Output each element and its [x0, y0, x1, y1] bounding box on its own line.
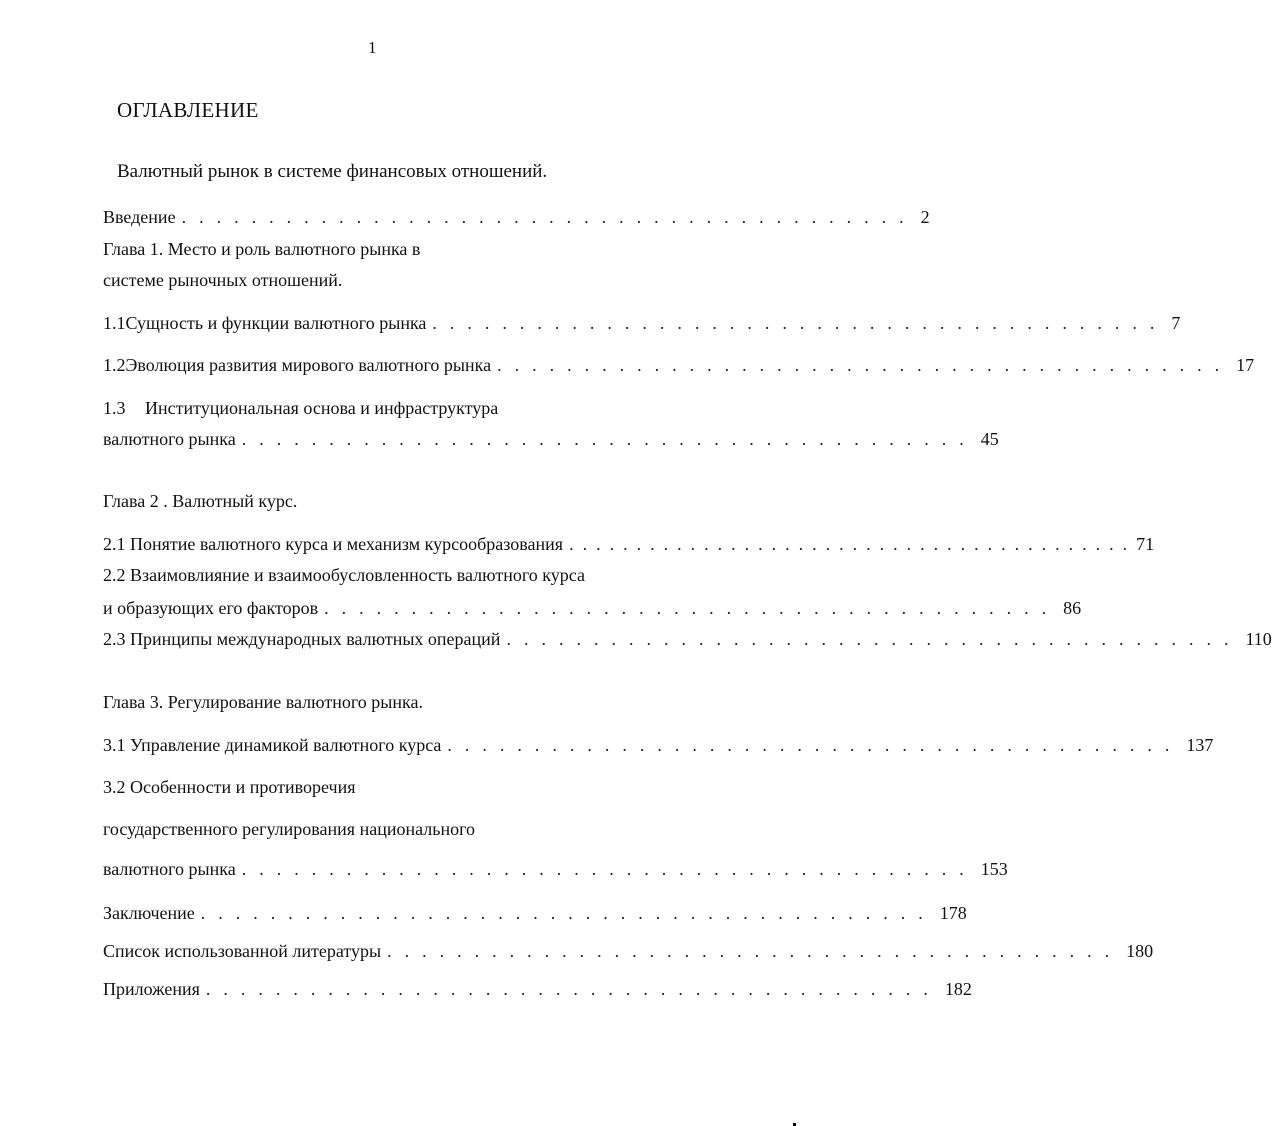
toc-entry-page: 153	[980, 859, 1008, 879]
toc-entry-page: 182	[944, 979, 972, 999]
toc-entry-label: Список использованной литературы	[103, 941, 382, 961]
toc-entry-2-2-line1: 2.2 Взаимовлияние и взаимообусловленность валютного курса	[103, 565, 585, 585]
toc-entry-label-cont: валютного рынка	[103, 859, 236, 879]
toc-entry-page: 110	[1245, 629, 1272, 649]
toc-entry-appendices	[103, 978, 972, 1000]
toc-entry-label: 2.3 Принципы международных валютных операций	[103, 629, 501, 649]
page-number: 1	[368, 38, 377, 57]
toc-entry-label: Приложения	[103, 979, 200, 999]
leader-dots: ..........................................	[181, 207, 917, 227]
toc-entry-bibliography	[103, 940, 1154, 962]
leader-dots: ..........................................	[506, 629, 1242, 649]
toc-entry-number: 1.1	[103, 313, 126, 333]
toc-entry-1-3	[103, 428, 999, 450]
toc-entry-page: 180	[1126, 941, 1154, 961]
toc-entry-1-3-line1	[103, 397, 498, 419]
leader-dots: ..........................................	[324, 598, 1060, 618]
leader-dots: ..........................................	[497, 355, 1233, 375]
toc-entry-label: 2.1 Понятие валютного курса и механизм курсообразования	[103, 534, 564, 554]
toc-entry-3-2	[103, 858, 1008, 880]
toc-entry-label-cont: и образующих его факторов	[103, 598, 319, 618]
toc-entry-page: 17	[1236, 355, 1255, 375]
leader-dots: ..........................................	[241, 859, 977, 879]
toc-entry-label: Заключение	[103, 903, 195, 923]
toc-entry-label: Сущность и функции валютного рынка	[125, 313, 427, 333]
leader-dots: ..........................................	[205, 979, 941, 999]
toc-entry-intro	[103, 206, 930, 228]
toc-entry-page: 137	[1186, 735, 1214, 755]
chapter1-title-line1: Глава 1. Место и роль валютного рынка в	[103, 239, 421, 259]
toc-entry-2-1	[103, 533, 1155, 555]
toc-entry-3-2-line1: 3.2 Особенности и противоречия	[103, 777, 356, 797]
toc-entry-page: 178	[939, 903, 967, 923]
toc-entry-page: 2	[920, 207, 930, 227]
document-subtitle: Валютный рынок в системе финансовых отношений.	[117, 161, 548, 182]
toc-entry-2-2	[103, 597, 1082, 619]
chapter2-title: Глава 2 . Валютный курс.	[103, 491, 298, 511]
toc-entry-3-2-line2: государственного регулирования национального	[103, 819, 476, 839]
toc-entry-conclusion	[103, 902, 967, 924]
chapter1-title-line2: системе рыночных отношений.	[103, 270, 343, 290]
toc-entry-label: Институциональная основа и инфраструктура	[145, 398, 499, 418]
toc-entry-1-2	[103, 354, 1255, 376]
toc-entry-2-3	[103, 628, 1272, 650]
toc-title: ОГЛАВЛЕНИЕ	[117, 98, 259, 122]
toc-entry-3-1	[103, 734, 1214, 756]
toc-entry-number: 1.3	[103, 398, 126, 418]
toc-entry-label: Введение	[103, 207, 176, 227]
toc-entry-page: 86	[1063, 598, 1082, 618]
toc-entry-label-cont: валютного рынка	[103, 429, 236, 449]
toc-entry-page: 45	[980, 429, 999, 449]
leader-dots: ..........................................	[241, 429, 977, 449]
toc-entry-label: Эволюция развития мирового валютного рынка	[125, 355, 492, 375]
leader-dots: ..........................................	[432, 313, 1168, 333]
toc-entry-page: 71	[1136, 534, 1155, 554]
toc-entry-1-1	[103, 312, 1181, 334]
leader-dots: ..........................................	[569, 534, 1137, 554]
toc-entry-page: 7	[1171, 313, 1181, 333]
toc-entry-number: 1.2	[103, 355, 126, 375]
leader-dots: ..........................................	[387, 941, 1123, 961]
leader-dots: ..........................................	[200, 903, 936, 923]
leader-dots: ..........................................	[447, 735, 1183, 755]
toc-entry-label: 3.1 Управление динамикой валютного курса	[103, 735, 442, 755]
chapter3-title: Глава 3. Регулирование валютного рынка.	[103, 692, 423, 712]
